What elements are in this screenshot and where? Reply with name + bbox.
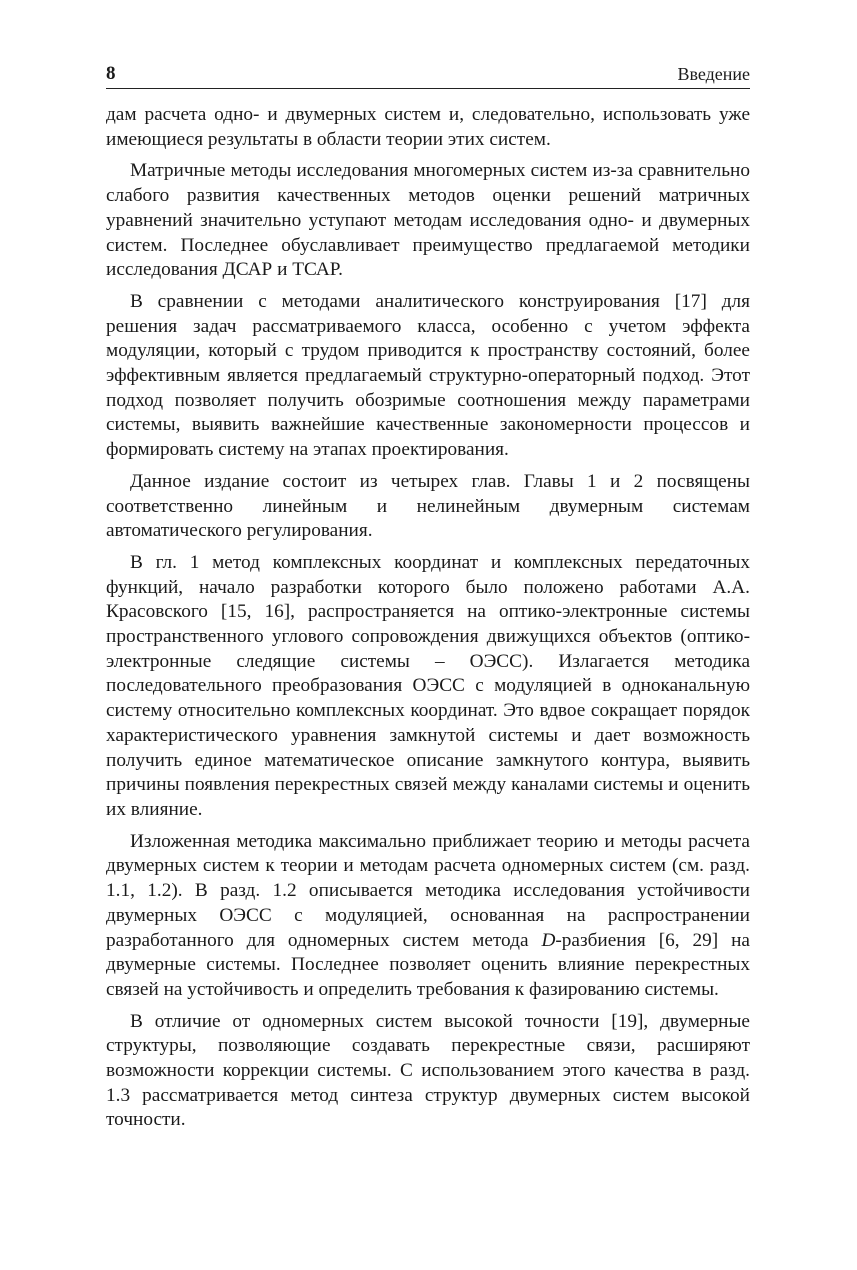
paragraph-analytic-design: В сравнении с методами аналитического конструирования [17] для решения задач рассматриваемого класса, особенно с учетом эффекта модуляции, который с трудом приводится к пространству состояний, более эффективным является предлагаемый структурно-операторный подход. Этот подход позволяет получить обозримые соотношения между параметрами системы, выявить важнейшие качественные закономерности процессов и формировать систему на этапах проектирования. bbox=[106, 290, 750, 461]
d-partition-symbol: D bbox=[541, 929, 556, 951]
body-text bbox=[106, 103, 750, 1140]
paragraph-matrix-methods: Матричные методы исследования многомерных систем из-за сравнительно слабого развития качественных методов оценки решений матричных уравнений значительно уступают методам исследования одно- и двумерных систем. Последнее обуславливает преимущество предлагаемой методики исследования ДСАР и ТСАР. bbox=[106, 160, 750, 281]
paragraph-method-stability-part1: Изложенная методика максимально приближает теорию и методы расчета двумерных систем к теории и методам расчета одномерных систем (см. разд. 1.1, 1.2). В разд. 1.2 описывается методика исследования устойчивости двумерных ОЭСС с модуляцией, основанная на распространении разработанного для одномерных систем метода bbox=[106, 830, 750, 951]
paragraph-book-structure: Данное издание состоит из четырех глав. Главы 1 и 2 посвящены соответственно линейным и нелинейным двумерным системам автоматического регулирования. bbox=[106, 470, 750, 542]
paragraph-high-precision: В отличие от одномерных систем высокой точности [19], двумерные структуры, позволяющие создавать перекрестные связи, расширяют возможности коррекции системы. С использованием этого качества в разд. 1.3 рассматривается метод синтеза структур двумерных систем высокой точности. bbox=[106, 1010, 750, 1131]
paragraph-method-stability-part2: -разбиения [6, 29] на двумерные системы. Последнее позволяет оценить влияние перекрестных связей на устойчивость и определить требования к фазированию системы. bbox=[106, 929, 750, 1000]
running-header bbox=[106, 62, 750, 89]
page-number: 8 bbox=[106, 63, 116, 84]
paragraph-method-stability bbox=[106, 830, 750, 1003]
section-title: Введение bbox=[677, 64, 750, 84]
paragraph-chapter-one: В гл. 1 метод комплексных координат и комплексных передаточных функций, начало разработки которого было положено работами А.А. Красовского [15, 16], распространяется на оптико-электронные системы пространственного углового сопровождения движущихся объектов (оптико-электронные следящие системы – ОЭСС). Излагается методика последовательного преобразования ОЭСС с модуляцией в одноканальную систему относительно комплексных координат. Это вдвое сокращает порядок характеристического уравнения замкнутой системы и дает возможность получить единое математическое описание замкнутого контура, выявить причины появления перекрестных связей между каналами системы и оценить их влияние. bbox=[106, 551, 750, 820]
paragraph-continued: дам расчета одно- и двумерных систем и, следовательно, использовать уже имеющиеся результаты в области теории этих систем. bbox=[106, 104, 750, 150]
